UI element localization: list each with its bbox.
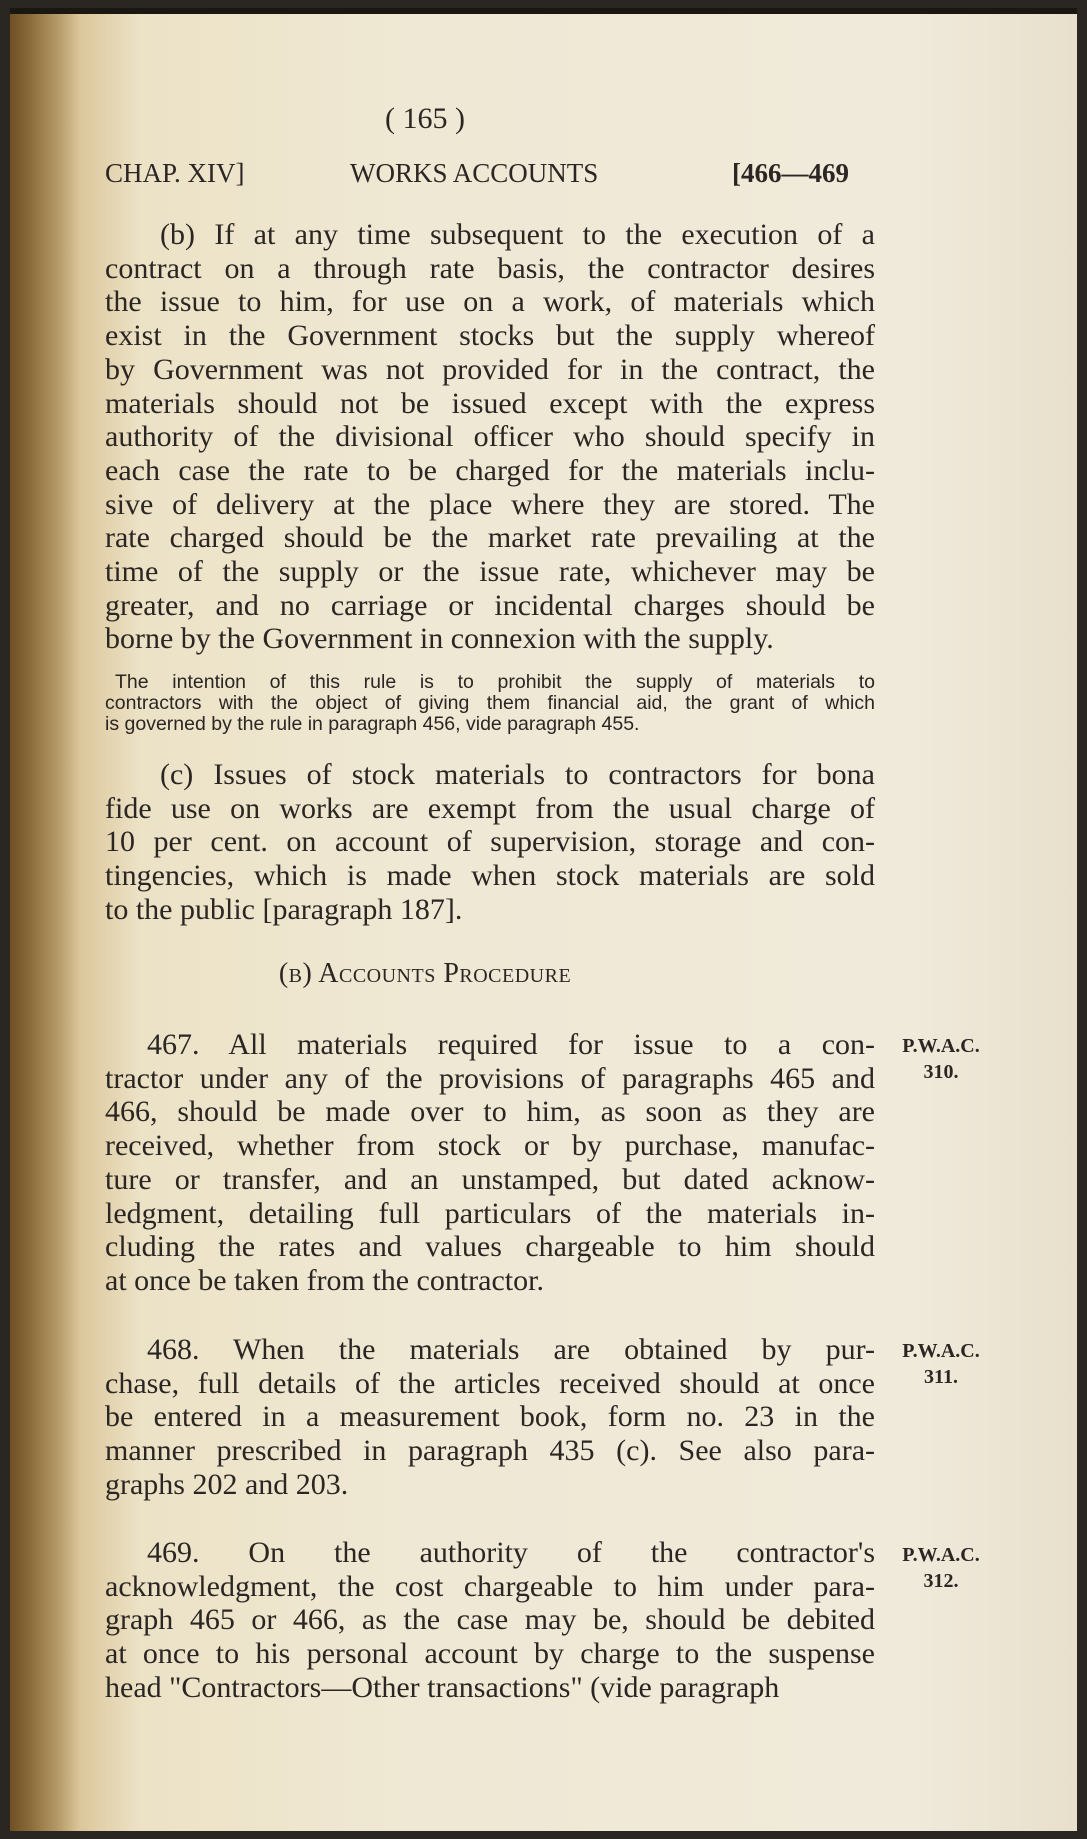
text-line: ture or transfer, and an unstamped, but dated acknow- — [105, 1162, 875, 1196]
side-note-ref: 310. — [923, 1061, 959, 1083]
text-line: tractor under any of the provisions of paragraphs 465 and — [105, 1061, 875, 1095]
side-note-label: P.W.A.C. — [902, 1544, 980, 1566]
section-heading: (b) Accounts Procedure — [278, 958, 572, 989]
text-line: manner prescribed in paragraph 435 (c). See also para- — [105, 1434, 875, 1468]
running-title: WORKS ACCOUNTS — [350, 158, 599, 188]
text-line: ledgment, detailing full particulars of the materials in- — [105, 1196, 875, 1230]
paragraph-range: [466—469 — [732, 158, 849, 188]
text-line: exist in the Government stocks but the supply whereof — [105, 319, 875, 353]
book-page — [10, 8, 1077, 1831]
text-line: contractors with the object of giving them financial aid, the grant of which — [105, 692, 875, 714]
text-line: 466, should be made over to him, as soon as they are — [105, 1095, 875, 1129]
page-number: ( 165 ) — [385, 102, 465, 135]
text-line: contract on a through rate basis, the contractor desires — [105, 251, 875, 285]
text-line: materials should not be issued except with the express — [105, 386, 875, 420]
text-line: to the public [paragraph 187]. — [105, 892, 463, 926]
text-line: 467. All materials required for issue to a con- — [147, 1028, 875, 1061]
side-note-469 — [896, 1542, 986, 1594]
text-line: tingencies, which is made when stock materials are sold — [105, 859, 875, 893]
text-line: 469. On the authority of the contractor's — [147, 1536, 875, 1569]
side-note-label: P.W.A.C. — [902, 1340, 980, 1362]
text-line: authority of the divisional officer who should specify in — [105, 420, 875, 454]
side-note-ref: 312. — [923, 1570, 959, 1592]
text-line: greater, and no carriage or incidental charges should be — [105, 588, 875, 622]
text-line: each case the rate to be charged for the materials inclu- — [105, 453, 875, 487]
text-line: the issue to him, for use on a work, of materials which — [105, 285, 875, 319]
text-line: chase, full details of the articles received should at once — [105, 1366, 875, 1400]
text-line: graphs 202 and 203. — [105, 1467, 349, 1501]
text-line: time of the supply or the issue rate, whichever may be — [105, 555, 875, 588]
text-line: rate charged should be the market rate prevailing at the — [105, 521, 875, 555]
text-line: fide use on works are exempt from the usual charge of — [105, 791, 875, 825]
text-line: be entered in a measurement book, form no. 23 in the — [105, 1400, 875, 1434]
text-line: received, whether from stock or by purchase, manufac- — [105, 1129, 875, 1163]
text-line: 468. When the materials are obtained by pur- — [147, 1333, 875, 1366]
text-line: (b) If at any time subsequent to the execution of a — [160, 218, 875, 251]
text-line: is governed by the rule in paragraph 456, vide paragraph 455. — [105, 713, 640, 735]
top-edge — [10, 8, 1077, 14]
text-line: at once to his personal account by charge to the suspense — [105, 1637, 875, 1671]
text-line: sive of delivery at the place where they are stored. The — [105, 487, 875, 521]
text-line: borne by the Government in connexion with the supply. — [105, 622, 774, 656]
chapter-label: CHAP. XIV] — [105, 158, 245, 188]
text-line: graph 465 or 466, as the case may be, should be debited — [105, 1603, 875, 1637]
side-note-468 — [896, 1338, 986, 1390]
text-line: cluding the rates and values chargeable to him should — [105, 1230, 875, 1264]
text-line: at once be taken from the contractor. — [105, 1263, 544, 1297]
text-line: (c) Issues of stock materials to contractors for bona — [160, 758, 875, 791]
side-note-467 — [896, 1033, 986, 1085]
text-line: The intention of this rule is to prohibit the supply of materials to — [115, 671, 875, 693]
text-line: 10 per cent. on account of supervision, storage and con- — [105, 825, 875, 859]
side-note-label: P.W.A.C. — [902, 1035, 980, 1057]
side-note-ref: 311. — [924, 1366, 958, 1388]
text-line: by Government was not provided for in the contract, the — [105, 352, 875, 386]
text-line: acknowledgment, the cost chargeable to him under para- — [105, 1569, 875, 1603]
text-line: head "Contractors—Other transactions" (vide paragraph — [105, 1670, 780, 1704]
